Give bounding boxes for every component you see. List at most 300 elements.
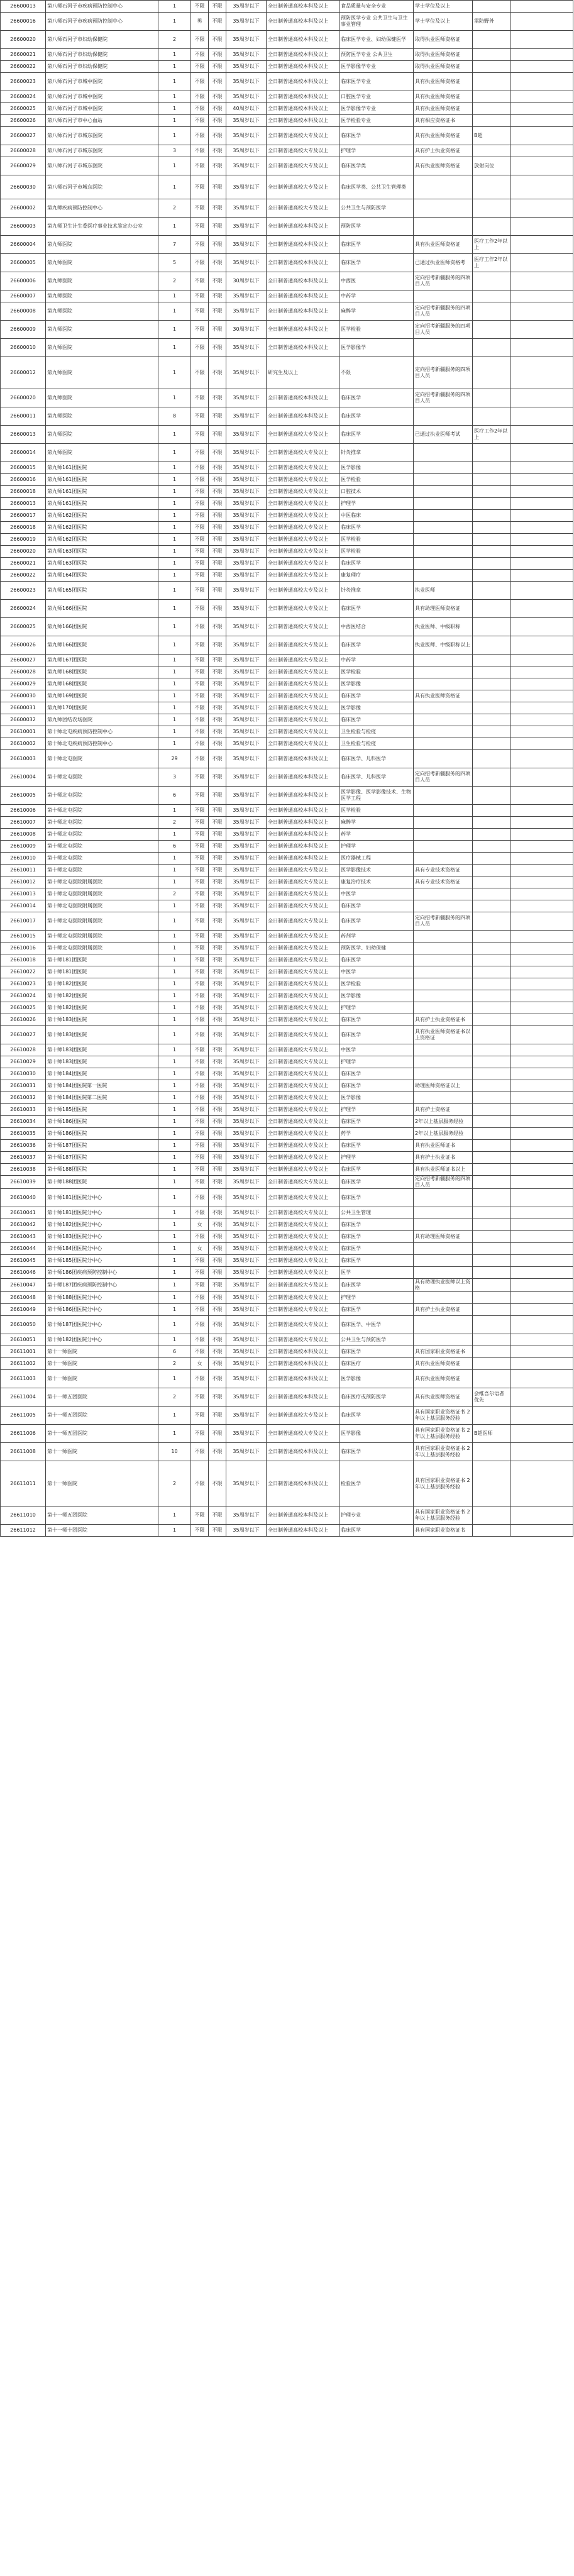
- code-cell: 26600027: [1, 127, 46, 145]
- blank-cell: [511, 1279, 573, 1292]
- code-cell: 26610032: [1, 1092, 46, 1104]
- ethnic-cell: 不限: [209, 103, 226, 115]
- table-row: [1, 829, 573, 841]
- unit-cell: 第十师182团医院: [46, 1002, 158, 1014]
- code-cell: 26600031: [1, 702, 46, 714]
- gender-cell: 不限: [191, 966, 209, 978]
- condition-cell: 具有执业医师证书: [414, 1140, 473, 1152]
- ethnic-cell: 不限: [209, 91, 226, 103]
- ethnic-cell: 不限: [209, 1140, 226, 1152]
- count-cell: 1: [158, 474, 191, 486]
- gender-cell: 不限: [191, 254, 209, 272]
- education-cell: 全日制普通高校大专及以上: [267, 1189, 339, 1207]
- education-cell: 全日制普通高校大专及以上: [267, 912, 339, 931]
- condition-cell: 具有执业医师资格证: [414, 73, 473, 91]
- code-cell: 26600029: [1, 678, 46, 690]
- gender-cell: 不限: [191, 474, 209, 486]
- ethnic-cell: 不限: [209, 943, 226, 954]
- condition-cell: 具有护士执业资格证: [414, 145, 473, 157]
- count-cell: 1: [158, 1279, 191, 1292]
- gender-cell: 不限: [191, 302, 209, 321]
- ethnic-cell: 不限: [209, 1026, 226, 1044]
- ethnic-cell: 不限: [209, 558, 226, 570]
- major-cell: 临床医学: [339, 1243, 414, 1255]
- code-cell: 26610006: [1, 805, 46, 817]
- gender-cell: 不限: [191, 841, 209, 853]
- code-cell: 26600008: [1, 302, 46, 321]
- blank-cell: [511, 1176, 573, 1189]
- blank-cell: [511, 321, 573, 339]
- major-cell: 临床医学: [339, 254, 414, 272]
- count-cell: 1: [158, 486, 191, 498]
- unit-cell: 第十师北屯医院: [46, 829, 158, 841]
- code-cell: 26611011: [1, 1461, 46, 1506]
- code-cell: 26610049: [1, 1304, 46, 1316]
- remark-cell: [473, 1068, 511, 1080]
- age-cell: 35周岁以下: [226, 570, 267, 582]
- education-cell: 全日制普通高校本科及以上: [267, 1358, 339, 1370]
- unit-cell: 第十师北屯医院: [46, 787, 158, 805]
- gender-cell: 不限: [191, 61, 209, 73]
- table-row: [1, 1026, 573, 1044]
- blank-cell: [511, 655, 573, 666]
- code-cell: 26610007: [1, 817, 46, 829]
- unit-cell: 第十师187团疾病预防控制中心: [46, 1279, 158, 1292]
- blank-cell: [511, 1425, 573, 1443]
- code-cell: 26611003: [1, 1370, 46, 1388]
- gender-cell: 不限: [191, 912, 209, 931]
- education-cell: 全日制普通高校大专及以上: [267, 931, 339, 943]
- age-cell: 35周岁以下: [226, 91, 267, 103]
- education-cell: 全日制普通高校大专及以上: [267, 865, 339, 876]
- count-cell: 1: [158, 175, 191, 199]
- major-cell: 临床医学: [339, 1525, 414, 1537]
- major-cell: 医学影像: [339, 702, 414, 714]
- table-row: [1, 1056, 573, 1068]
- major-cell: 临床医学: [339, 1189, 414, 1207]
- remark-cell: [473, 534, 511, 546]
- table-row: [1, 444, 573, 462]
- age-cell: 35周岁以下: [226, 1267, 267, 1279]
- remark-cell: [473, 474, 511, 486]
- education-cell: 全日制普通高校大专及以上: [267, 1026, 339, 1044]
- gender-cell: 不限: [191, 1002, 209, 1014]
- major-cell: 医学检验专业: [339, 115, 414, 127]
- major-cell: 药剂学: [339, 931, 414, 943]
- condition-cell: 取得执业医师资格证: [414, 31, 473, 49]
- age-cell: 35周岁以下: [226, 61, 267, 73]
- remark-cell: [473, 115, 511, 127]
- education-cell: 全日制普通高校本科及以上: [267, 13, 339, 31]
- count-cell: 1: [158, 805, 191, 817]
- blank-cell: [511, 91, 573, 103]
- education-cell: 全日制普通高校大专及以上: [267, 1164, 339, 1176]
- count-cell: 1: [158, 1026, 191, 1044]
- condition-cell: [414, 853, 473, 865]
- blank-cell: [511, 236, 573, 254]
- age-cell: 35周岁以下: [226, 1279, 267, 1292]
- condition-cell: 具有助理医师资格证: [414, 600, 473, 618]
- age-cell: 35周岁以下: [226, 618, 267, 636]
- education-cell: 全日制普通高校大专及以上: [267, 444, 339, 462]
- remark-cell: [473, 1207, 511, 1219]
- unit-cell: 第十师186团疾病预防控制中心: [46, 1267, 158, 1279]
- age-cell: 35周岁以下: [226, 865, 267, 876]
- gender-cell: 不限: [191, 900, 209, 912]
- condition-cell: [414, 1267, 473, 1279]
- education-cell: 全日制普通高校大专及以上: [267, 943, 339, 954]
- gender-cell: 不限: [191, 1176, 209, 1189]
- education-cell: 全日制普通高校大专及以上: [267, 966, 339, 978]
- count-cell: 1: [158, 636, 191, 655]
- education-cell: 全日制普通高校本科及以上: [267, 1370, 339, 1388]
- unit-cell: 第九师团结农场医院: [46, 714, 158, 726]
- unit-cell: 第九师医院: [46, 357, 158, 389]
- age-cell: 35周岁以下: [226, 1316, 267, 1334]
- remark-cell: [473, 218, 511, 236]
- condition-cell: [414, 817, 473, 829]
- ethnic-cell: 不限: [209, 407, 226, 426]
- code-cell: 26610030: [1, 1068, 46, 1080]
- condition-cell: 已通过执业医师考试: [414, 426, 473, 444]
- unit-cell: 第九师165团医院: [46, 582, 158, 600]
- condition-cell: [414, 738, 473, 750]
- blank-cell: [511, 127, 573, 145]
- major-cell: 护理学: [339, 145, 414, 157]
- ethnic-cell: 不限: [209, 1128, 226, 1140]
- ethnic-cell: 不限: [209, 13, 226, 31]
- major-cell: 医学检验: [339, 666, 414, 678]
- remark-cell: [473, 978, 511, 990]
- ethnic-cell: 不限: [209, 73, 226, 91]
- age-cell: 35周岁以下: [226, 1461, 267, 1506]
- age-cell: 35周岁以下: [226, 145, 267, 157]
- table-row: [1, 966, 573, 978]
- unit-cell: 第十一师五团医院: [46, 1506, 158, 1525]
- condition-cell: [414, 1068, 473, 1080]
- education-cell: 全日制普通高校大专及以上: [267, 1316, 339, 1334]
- age-cell: 35周岁以下: [226, 931, 267, 943]
- unit-cell: 第九师医院: [46, 290, 158, 302]
- remark-cell: [473, 1092, 511, 1104]
- table-row: [1, 1219, 573, 1231]
- age-cell: 35周岁以下: [226, 678, 267, 690]
- count-cell: 1: [158, 127, 191, 145]
- condition-cell: [414, 805, 473, 817]
- code-cell: 26610046: [1, 1267, 46, 1279]
- major-cell: 临床医学: [339, 236, 414, 254]
- table-row: [1, 1292, 573, 1304]
- code-cell: 26600012: [1, 357, 46, 389]
- count-cell: 1: [158, 1189, 191, 1207]
- gender-cell: 不限: [191, 1044, 209, 1056]
- blank-cell: [511, 1152, 573, 1164]
- blank-cell: [511, 1443, 573, 1461]
- condition-cell: [414, 498, 473, 510]
- education-cell: 全日制普通高校大专及以上: [267, 1292, 339, 1304]
- education-cell: 全日制普通高校大专及以上: [267, 1255, 339, 1267]
- code-cell: 26600018: [1, 522, 46, 534]
- condition-cell: 具有护士执业资格证: [414, 1304, 473, 1316]
- condition-cell: [414, 978, 473, 990]
- gender-cell: 不限: [191, 1461, 209, 1506]
- major-cell: 预防医学、妇幼保健: [339, 943, 414, 954]
- age-cell: 35周岁以下: [226, 600, 267, 618]
- count-cell: 1: [158, 966, 191, 978]
- remark-cell: [473, 31, 511, 49]
- remark-cell: [473, 1026, 511, 1044]
- age-cell: 35周岁以下: [226, 389, 267, 407]
- gender-cell: 不限: [191, 1255, 209, 1267]
- major-cell: 中医临床: [339, 510, 414, 522]
- age-cell: 30周岁以下: [226, 321, 267, 339]
- table-row: [1, 1, 573, 13]
- education-cell: 全日制普通高校大专及以上: [267, 678, 339, 690]
- remark-cell: [473, 1176, 511, 1189]
- remark-cell: [473, 1461, 511, 1506]
- unit-cell: 第十师183团医院: [46, 1026, 158, 1044]
- remark-cell: [473, 900, 511, 912]
- blank-cell: [511, 157, 573, 175]
- age-cell: 35周岁以下: [226, 636, 267, 655]
- remark-cell: [473, 750, 511, 768]
- age-cell: 35周岁以下: [226, 13, 267, 31]
- condition-cell: [414, 966, 473, 978]
- ethnic-cell: 不限: [209, 145, 226, 157]
- gender-cell: 不限: [191, 888, 209, 900]
- education-cell: 全日制普通高校大专及以上: [267, 876, 339, 888]
- table-row: [1, 486, 573, 498]
- gender-cell: 不限: [191, 570, 209, 582]
- table-row: [1, 666, 573, 678]
- blank-cell: [511, 302, 573, 321]
- education-cell: 全日制普通高校大专及以上: [267, 546, 339, 558]
- condition-cell: 定向招考新疆服务的四项目人员: [414, 272, 473, 290]
- code-cell: 26600017: [1, 510, 46, 522]
- unit-cell: 第十师182团医院: [46, 978, 158, 990]
- major-cell: 医疗器械工程: [339, 853, 414, 865]
- age-cell: 35周岁以下: [226, 1176, 267, 1189]
- ethnic-cell: 不限: [209, 426, 226, 444]
- major-cell: 临床医学: [339, 1443, 414, 1461]
- education-cell: 全日制普通高校本科及以上: [267, 339, 339, 357]
- condition-cell: 定向招考新疆服务的四项目人员: [414, 321, 473, 339]
- blank-cell: [511, 522, 573, 534]
- gender-cell: 不限: [191, 127, 209, 145]
- ethnic-cell: 不限: [209, 966, 226, 978]
- condition-cell: 取得执业医师资格证: [414, 61, 473, 73]
- code-cell: 26600030: [1, 175, 46, 199]
- ethnic-cell: 不限: [209, 1334, 226, 1346]
- count-cell: 2: [158, 1388, 191, 1407]
- code-cell: 26611005: [1, 1407, 46, 1425]
- blank-cell: [511, 272, 573, 290]
- code-cell: 26610003: [1, 750, 46, 768]
- count-cell: 1: [158, 510, 191, 522]
- blank-cell: [511, 1002, 573, 1014]
- education-cell: 全日制普通高校大专及以上: [267, 702, 339, 714]
- table-row: [1, 1506, 573, 1525]
- gender-cell: 不限: [191, 865, 209, 876]
- table-row: [1, 254, 573, 272]
- blank-cell: [511, 966, 573, 978]
- blank-cell: [511, 1164, 573, 1176]
- code-cell: 26610002: [1, 738, 46, 750]
- blank-cell: [511, 486, 573, 498]
- condition-cell: [414, 655, 473, 666]
- table-row: [1, 31, 573, 49]
- remark-cell: [473, 817, 511, 829]
- age-cell: 35周岁以下: [226, 1104, 267, 1116]
- remark-cell: [473, 73, 511, 91]
- ethnic-cell: 不限: [209, 1358, 226, 1370]
- gender-cell: 不限: [191, 1388, 209, 1407]
- unit-cell: 第九师医院: [46, 236, 158, 254]
- major-cell: 护理学: [339, 1056, 414, 1068]
- count-cell: 1: [158, 61, 191, 73]
- count-cell: 1: [158, 570, 191, 582]
- ethnic-cell: 不限: [209, 1068, 226, 1080]
- count-cell: 1: [158, 618, 191, 636]
- education-cell: 全日制普通高校大专及以上: [267, 1207, 339, 1219]
- major-cell: 临床医学: [339, 1080, 414, 1092]
- remark-cell: 会维吾尔语者优先: [473, 1388, 511, 1407]
- ethnic-cell: 不限: [209, 49, 226, 61]
- unit-cell: 第十师北屯医院附属医院: [46, 931, 158, 943]
- age-cell: 35周岁以下: [226, 1189, 267, 1207]
- unit-cell: 第十师187团医院分中心: [46, 1316, 158, 1334]
- remark-cell: [473, 357, 511, 389]
- unit-cell: 第十师186团医院: [46, 1116, 158, 1128]
- major-cell: 医学检验: [339, 321, 414, 339]
- condition-cell: 具有国家职业资格证书 2年以上基层服务经验: [414, 1425, 473, 1443]
- remark-cell: [473, 1189, 511, 1207]
- gender-cell: 不限: [191, 1189, 209, 1207]
- education-cell: 全日制普通高校本科及以上: [267, 321, 339, 339]
- unit-cell: 第八师石河子市城东医院: [46, 157, 158, 175]
- education-cell: 全日制普通高校本科及以上: [267, 407, 339, 426]
- table-row: [1, 1358, 573, 1370]
- blank-cell: [511, 1316, 573, 1334]
- blank-cell: [511, 1189, 573, 1207]
- age-cell: 35周岁以下: [226, 1, 267, 13]
- major-cell: 临床医学: [339, 1219, 414, 1231]
- condition-cell: [414, 510, 473, 522]
- code-cell: 26610035: [1, 1128, 46, 1140]
- major-cell: 临床医学: [339, 1140, 414, 1152]
- major-cell: 卫生检验与检疫: [339, 726, 414, 738]
- education-cell: 全日制普通高校本科及以上: [267, 1443, 339, 1461]
- code-cell: 26600013: [1, 498, 46, 510]
- count-cell: 1: [158, 738, 191, 750]
- blank-cell: [511, 357, 573, 389]
- gender-cell: 不限: [191, 389, 209, 407]
- condition-cell: 具有国家职业资格证书: [414, 1346, 473, 1358]
- blank-cell: [511, 678, 573, 690]
- remark-cell: [473, 702, 511, 714]
- education-cell: 全日制普通高校大专及以上: [267, 1219, 339, 1231]
- age-cell: 35周岁以下: [226, 1116, 267, 1128]
- condition-cell: 定向招考新疆服务的四项目人员: [414, 1176, 473, 1189]
- unit-cell: 第十师181团医院分中心: [46, 1207, 158, 1219]
- education-cell: 全日制普通高校大专及以上: [267, 900, 339, 912]
- code-cell: 26610001: [1, 726, 46, 738]
- age-cell: 35周岁以下: [226, 954, 267, 966]
- remark-cell: [473, 1267, 511, 1279]
- table-row: [1, 678, 573, 690]
- ethnic-cell: 不限: [209, 714, 226, 726]
- remark-cell: [473, 272, 511, 290]
- gender-cell: 不限: [191, 768, 209, 787]
- table-row: [1, 865, 573, 876]
- table-row: [1, 389, 573, 407]
- education-cell: 全日制普通高校大专及以上: [267, 655, 339, 666]
- code-cell: 26610029: [1, 1056, 46, 1068]
- major-cell: 临床医学: [339, 690, 414, 702]
- ethnic-cell: 不限: [209, 1304, 226, 1316]
- ethnic-cell: 不限: [209, 738, 226, 750]
- blank-cell: [511, 714, 573, 726]
- gender-cell: 不限: [191, 1080, 209, 1092]
- table-row: [1, 157, 573, 175]
- code-cell: 26610027: [1, 1026, 46, 1044]
- ethnic-cell: 不限: [209, 218, 226, 236]
- condition-cell: 具有专业技术资格证: [414, 876, 473, 888]
- condition-cell: [414, 888, 473, 900]
- major-cell: 临床医学: [339, 389, 414, 407]
- code-cell: 26610008: [1, 829, 46, 841]
- table-row: [1, 1279, 573, 1292]
- unit-cell: 第十师184团医院第二医院: [46, 1092, 158, 1104]
- table-row: [1, 978, 573, 990]
- major-cell: 临床医学类、公共卫生管理类: [339, 175, 414, 199]
- count-cell: 1: [158, 690, 191, 702]
- remark-cell: [473, 931, 511, 943]
- table-row: [1, 13, 573, 31]
- count-cell: 1: [158, 1292, 191, 1304]
- unit-cell: 第八师石河子市中心血站: [46, 115, 158, 127]
- age-cell: 35周岁以下: [226, 714, 267, 726]
- education-cell: 全日制普通高校大专及以上: [267, 1128, 339, 1140]
- major-cell: 临床医学: [339, 954, 414, 966]
- ethnic-cell: 不限: [209, 1116, 226, 1128]
- count-cell: 1: [158, 91, 191, 103]
- code-cell: 26610033: [1, 1104, 46, 1116]
- gender-cell: 不限: [191, 115, 209, 127]
- table-row: [1, 738, 573, 750]
- unit-cell: 第十师184团医院分中心: [46, 1243, 158, 1255]
- gender-cell: 不限: [191, 618, 209, 636]
- code-cell: 26600007: [1, 290, 46, 302]
- education-cell: 全日制普通高校本科及以上: [267, 389, 339, 407]
- education-cell: 全日制普通高校大专及以上: [267, 426, 339, 444]
- age-cell: 35周岁以下: [226, 462, 267, 474]
- remark-cell: [473, 290, 511, 302]
- count-cell: 1: [158, 829, 191, 841]
- major-cell: 医学影像、医学影像技术、生物医学工程: [339, 787, 414, 805]
- code-cell: 26600020: [1, 546, 46, 558]
- code-cell: 26610015: [1, 931, 46, 943]
- code-cell: 26610017: [1, 912, 46, 931]
- blank-cell: [511, 1026, 573, 1044]
- major-cell: 临床医学专业: [339, 73, 414, 91]
- ethnic-cell: 不限: [209, 1080, 226, 1092]
- code-cell: 26600024: [1, 600, 46, 618]
- gender-cell: 不限: [191, 817, 209, 829]
- condition-cell: 具有执业医师资格证: [414, 157, 473, 175]
- condition-cell: [414, 290, 473, 302]
- condition-cell: [414, 486, 473, 498]
